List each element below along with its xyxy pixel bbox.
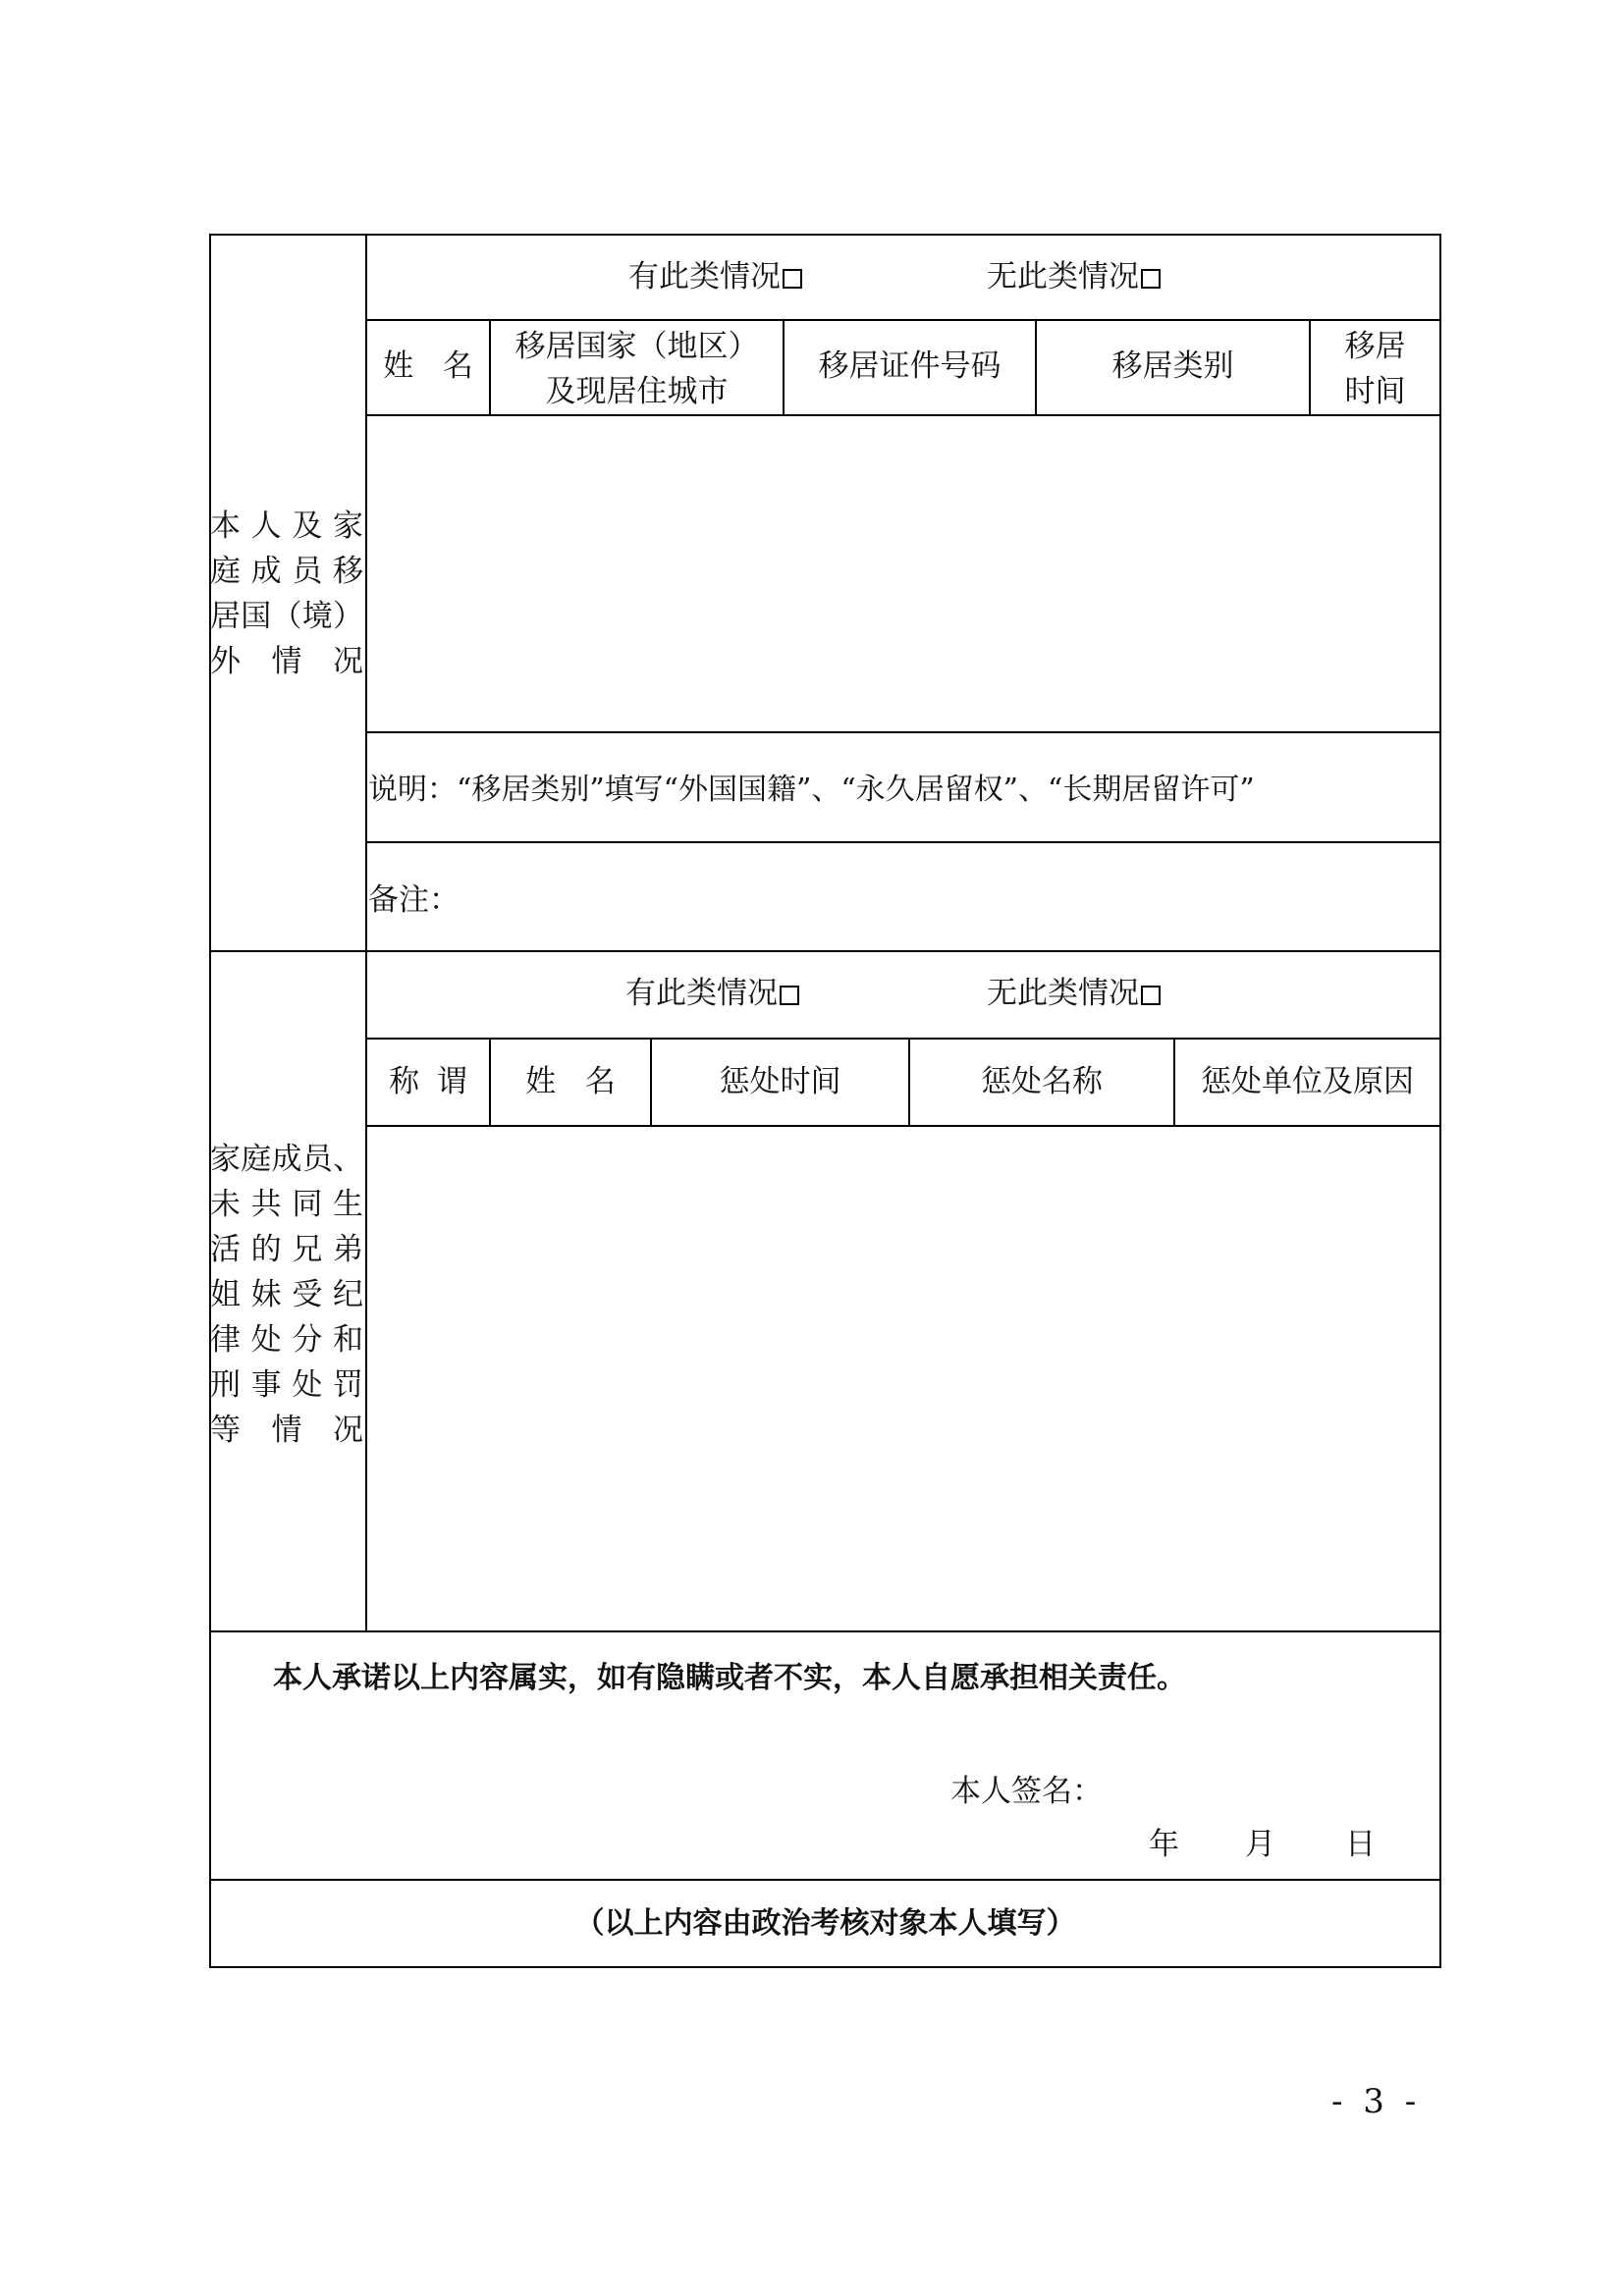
has-case-checkbox[interactable] <box>780 986 799 1005</box>
column-header-doc-no: 移居证件号码 <box>818 348 1001 384</box>
section-divider <box>209 1879 1441 1881</box>
date-year: 年 <box>1149 1827 1179 1862</box>
column-header-time: 移居 <box>1344 329 1406 364</box>
column-header-punish-title: 惩处名称 <box>981 1064 1103 1099</box>
no-case-label: 无此类情况 <box>987 259 1139 294</box>
pledge-statement: 本人承诺以上内容属实，如有隐瞒或者不实，本人自愿承担相关责任。 <box>273 1661 1186 1695</box>
footer-note: （以上内容由政治考核对象本人填写） <box>574 1906 1076 1941</box>
table-border-top <box>209 234 1441 236</box>
table-border-right <box>1439 234 1441 1968</box>
has-case-label: 有此类情况 <box>628 259 781 294</box>
emigration-remark: 备注： <box>368 882 460 918</box>
table-border-left <box>209 234 211 1968</box>
emigration-section-label: 本人及家 庭成员移 居国（境） 外 情 况 <box>210 508 363 679</box>
column-header-name: 姓 名 <box>383 348 473 384</box>
row-rule <box>365 841 1440 843</box>
no-case-option[interactable] <box>987 259 1161 294</box>
emigration-remark-field[interactable] <box>461 844 1437 948</box>
section-divider <box>209 1630 1441 1632</box>
column-header-punish-time: 惩处时间 <box>719 1064 841 1099</box>
no-case-option[interactable] <box>987 976 1161 1011</box>
column-header-category: 移居类别 <box>1111 348 1234 384</box>
has-case-checkbox[interactable] <box>783 269 802 289</box>
section-divider <box>209 950 1441 952</box>
row-rule <box>365 731 1440 733</box>
signature-label: 本人签名： <box>950 1774 1103 1809</box>
signature-field[interactable] <box>1100 1767 1424 1816</box>
has-case-option[interactable] <box>625 976 799 1011</box>
date-day: 日 <box>1345 1827 1376 1862</box>
emigration-note: 说明：“移居类别”填写“外国国籍”、“永久居留权”、“长期居留许可” <box>368 773 1255 807</box>
no-case-checkbox[interactable] <box>1141 269 1161 289</box>
column-header-country: 移居国家（地区） <box>514 329 759 364</box>
column-header-relation: 称 谓 <box>389 1064 467 1099</box>
no-case-label: 无此类情况 <box>987 976 1139 1011</box>
no-case-checkbox[interactable] <box>1141 986 1161 1005</box>
has-case-label: 有此类情况 <box>625 976 778 1011</box>
emigration-entry-area[interactable] <box>367 416 1439 731</box>
table-border-bottom <box>209 1966 1441 1968</box>
column-header-name: 姓 名 <box>525 1064 616 1099</box>
has-case-option[interactable] <box>628 259 802 294</box>
page-number: - 3 - <box>1331 2082 1417 2121</box>
column-header-country-line2: 及现居住城市 <box>545 374 729 409</box>
date-month: 月 <box>1245 1827 1275 1862</box>
discipline-section-label: 家庭成员、 未共同生 活的兄弟 姐妹受纪 律处分和 刑事处罚 等 情 况 <box>210 1142 363 1448</box>
row-rule <box>365 1038 1440 1040</box>
column-header-punish-unit: 惩处单位及原因 <box>1201 1064 1414 1099</box>
row-rule <box>365 319 1440 321</box>
column-header-time-line2: 时间 <box>1344 374 1406 409</box>
discipline-entry-area[interactable] <box>367 1127 1439 1629</box>
